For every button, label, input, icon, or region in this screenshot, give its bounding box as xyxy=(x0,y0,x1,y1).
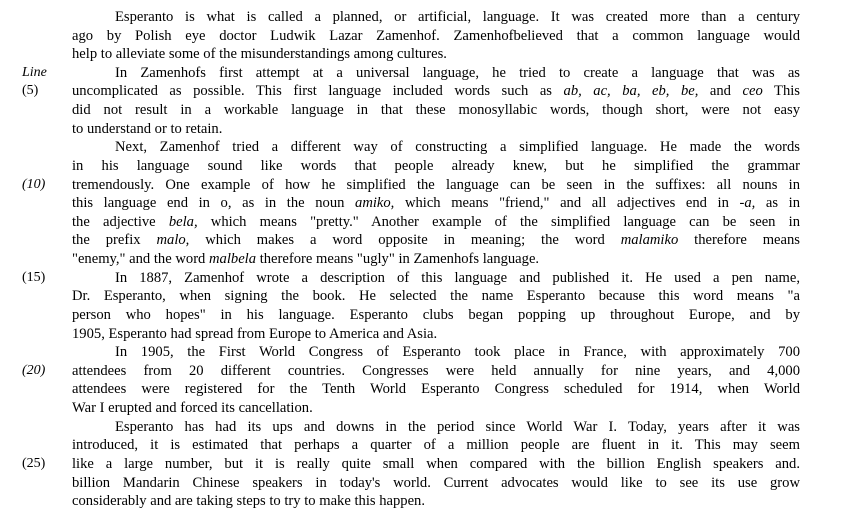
text-run: which means "friend," and all adjectives end in xyxy=(394,195,740,212)
passage-line xyxy=(72,455,800,474)
text-run: attendees were registered for the Tenth World Esperanto Congress scheduled for 1914, when World xyxy=(72,381,800,398)
passage-line xyxy=(72,231,800,250)
line-number-label: (25) xyxy=(22,455,46,471)
passage-line xyxy=(72,399,800,418)
text-run: 1905, Esperanto had spread from Europe to America and Asia. xyxy=(72,325,438,342)
passage-line xyxy=(72,82,800,101)
passage-line xyxy=(72,213,800,232)
text-run: to understand or to retain. xyxy=(72,120,223,137)
passage-line xyxy=(72,436,800,455)
text-run: did not result in a workable language in that these monosyllabic words, though short, were not easy xyxy=(72,102,800,119)
passage-line xyxy=(72,380,800,399)
text-run: ago by Polish eye doctor Ludwik Lazar Zamenhof. Zamenhofbelieved that a common language would xyxy=(72,27,800,44)
passage-line xyxy=(115,64,800,83)
passage-line xyxy=(72,492,800,511)
italic-term: amiko, xyxy=(355,195,395,212)
text-run: In Zamenhofs first attempt at a universal language, he tried to create a language that was as xyxy=(115,64,800,81)
text-run: In 1887, Zamenhof wrote a description of this language and published it. He used a pen name, xyxy=(115,269,800,286)
text-run: person who hopes" in his language. Esperanto clubs began popping up throughout Europe, and by xyxy=(72,306,800,323)
passage-line xyxy=(72,362,800,381)
passage-line xyxy=(72,27,800,46)
line-number-label: (10) xyxy=(22,176,46,192)
italic-term: ab, ac, ba, eb, be, xyxy=(563,83,699,100)
passage-line xyxy=(72,250,800,269)
line-number-label: Line xyxy=(22,64,47,80)
text-run: introduced, it is estimated that perhaps a quarter of a million people are fluent in it. This may seem xyxy=(72,437,800,454)
line-number-label: (5) xyxy=(22,83,39,99)
text-run: therefore means "ugly" in Zamenhofs language. xyxy=(256,251,540,268)
italic-term: malo, xyxy=(156,232,190,249)
line-number-label: (20) xyxy=(22,362,46,378)
passage-line xyxy=(115,269,800,288)
text-run: this language end in o, as in the noun xyxy=(72,195,356,212)
italic-term: malamiko xyxy=(620,232,679,249)
text-run: the prefix xyxy=(72,232,157,249)
passage-line xyxy=(72,325,800,344)
passage-line xyxy=(72,157,800,176)
text-run: Esperanto is what is called a planned, or artificial, language. It was created more than a century xyxy=(115,9,800,25)
text-run: tremendously. One example of how he simplified the language can be seen in the suffixes: all nouns in xyxy=(72,176,800,193)
passage-line xyxy=(115,343,800,362)
text-run: which means "pretty." Another example of the simplified language can be seen in xyxy=(197,213,800,230)
text-run: and xyxy=(698,83,743,100)
text-run: Dr. Esperanto, when signing the book. He selected the name Esperanto because this word means "a xyxy=(72,288,800,305)
text-run: uncomplicated as possible. This first language included words such as xyxy=(72,83,564,100)
passage-line xyxy=(72,474,800,493)
text-run: which makes a word opposite in meaning; the word xyxy=(189,232,621,249)
italic-term: bela, xyxy=(168,213,198,230)
italic-term: malbela xyxy=(209,251,257,268)
passage-line xyxy=(115,138,800,157)
text-run: attendees from 20 different countries. Congresses were held annually for nine years, and 4,000 xyxy=(72,362,800,379)
italic-term: ceo xyxy=(742,83,763,100)
text-run: help to alleviate some of the misunderstandings among cultures. xyxy=(72,46,447,63)
italic-term: -a, xyxy=(739,195,756,212)
text-run: considerably and are taking steps to try to make this happen. xyxy=(72,493,425,510)
text-run: "enemy," and the word xyxy=(72,251,210,268)
text-run: Next, Zamenhof tried a different way of constructing a simplified language. He made the words xyxy=(115,139,800,156)
passage-line xyxy=(72,45,800,64)
text-run: This xyxy=(762,83,800,100)
text-run: War I erupted and forced its cancellation. xyxy=(72,400,313,417)
passage-line xyxy=(72,306,800,325)
line-number-label: (15) xyxy=(22,269,46,285)
passage-line xyxy=(72,287,800,306)
passage-line xyxy=(72,194,800,213)
passage-line xyxy=(115,8,800,27)
passage-line xyxy=(115,418,800,437)
text-run: as in xyxy=(755,195,800,212)
passage-line xyxy=(72,176,800,195)
text-run: Esperanto has had its ups and downs in the period since World War I. Today, years after it was xyxy=(115,418,800,435)
passage-line xyxy=(72,120,800,139)
text-run: therefore means xyxy=(678,232,800,249)
text-run: In 1905, the First World Congress of Esperanto took place in France, with approximately 700 xyxy=(115,344,800,361)
text-run: in his language sound like words that people already knew, but he simplified the grammar xyxy=(72,157,800,174)
text-run: the adjective xyxy=(72,213,169,230)
text-run: billion Mandarin Chinese speakers in today's world. Current advocates would like to see its use grow xyxy=(72,474,800,491)
text-run: like a large number, but it is really quite small when compared with the billion English speakers and. xyxy=(72,455,800,472)
passage-line xyxy=(72,101,800,120)
